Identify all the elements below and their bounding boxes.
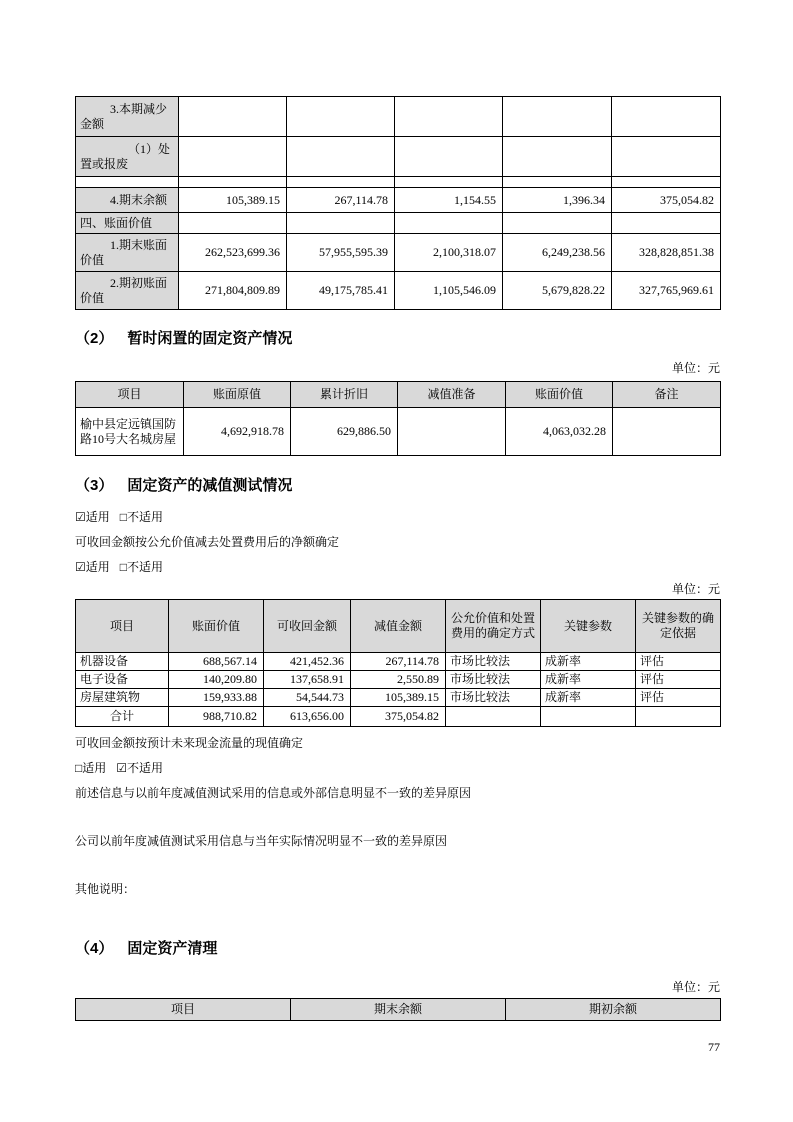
table-cell — [287, 177, 395, 188]
table-cell — [446, 707, 541, 727]
table-cell: 988,710.82 — [169, 707, 264, 727]
table-cell: 159,933.88 — [169, 689, 264, 707]
table-row — [76, 653, 721, 671]
recoverable-amount-pv-note: 可收回金额按预计未来现金流量的现值确定 — [75, 736, 304, 750]
table-cell: 375,054.82 — [351, 707, 446, 727]
table-cell: 54,544.73 — [264, 689, 351, 707]
table-row — [76, 671, 721, 689]
table-cell: 375,054.82 — [612, 188, 721, 213]
table-cell: 629,886.50 — [291, 408, 398, 456]
table-cell — [503, 137, 612, 177]
table-cell: 105,389.15 — [351, 689, 446, 707]
column-header: 减值金额 — [351, 600, 446, 653]
fixed-assets-continuation-table-wrap — [75, 96, 720, 310]
table-cell: 电子设备 — [76, 671, 169, 689]
column-header: 备注 — [613, 382, 721, 408]
page-number: 77 — [708, 1040, 720, 1054]
table-cell: 271,804,809.89 — [179, 272, 287, 310]
table-header-row — [76, 999, 721, 1021]
table-row — [76, 408, 721, 456]
idle-fixed-assets-table-wrap — [75, 381, 720, 456]
row-label: （1）处置或报废 — [76, 137, 179, 177]
row-label: 1.期末账面价值 — [76, 234, 179, 272]
table-cell — [395, 177, 503, 188]
table-cell: 421,452.36 — [264, 653, 351, 671]
applicability-line-3 — [75, 761, 720, 776]
idle-fixed-assets-table — [75, 381, 721, 456]
table-cell: 267,114.78 — [287, 188, 395, 213]
table-cell: 成新率 — [541, 671, 636, 689]
table-cell: 6,249,238.56 — [503, 234, 612, 272]
column-header: 项目 — [76, 382, 184, 408]
table-row — [76, 213, 721, 234]
table-cell — [179, 137, 287, 177]
section-title: 固定资产清理 — [127, 940, 218, 957]
table-cell — [503, 97, 612, 137]
table-cell — [179, 177, 287, 188]
table-cell: 105,389.15 — [179, 188, 287, 213]
column-header: 期末余额 — [291, 999, 506, 1021]
fixed-assets-continuation-table — [75, 96, 721, 310]
table-cell: 5,679,828.22 — [503, 272, 612, 310]
section-number: （4） — [75, 940, 114, 957]
table-cell: 成新率 — [541, 689, 636, 707]
column-header: 项目 — [76, 999, 291, 1021]
table-cell: 140,209.80 — [169, 671, 264, 689]
column-header: 关键参数的确定依据 — [636, 600, 721, 653]
table-cell: 2,550.89 — [351, 671, 446, 689]
section-heading-4 — [75, 940, 720, 958]
unit-label: 单位：元 — [671, 980, 720, 994]
table-header-row — [76, 600, 721, 653]
table-cell: 房屋建筑物 — [76, 689, 169, 707]
table-cell — [613, 408, 721, 456]
table-cell: 613,656.00 — [264, 707, 351, 727]
section-title: 暂时闲置的固定资产情况 — [127, 330, 293, 347]
table-row — [76, 272, 721, 310]
not-applicable-checkbox: □不适用 — [119, 510, 164, 524]
not-applicable-checkbox: ☑不适用 — [116, 761, 164, 775]
column-header: 可收回金额 — [264, 600, 351, 653]
difference-reason-actual: 公司以前年度减值测试采用信息与当年实际情况明显不一致的差异原因 — [75, 834, 448, 848]
table-cell — [612, 177, 721, 188]
column-header: 减值准备 — [398, 382, 506, 408]
section-heading-3 — [75, 477, 720, 495]
table-cell: 评估 — [636, 671, 721, 689]
table-cell: 2,100,318.07 — [395, 234, 503, 272]
table-cell: 267,114.78 — [351, 653, 446, 671]
table-cell — [612, 213, 721, 234]
table-total-row — [76, 707, 721, 727]
table-cell: 1,396.34 — [503, 188, 612, 213]
row-label: 四、账面价值 — [76, 213, 179, 234]
table-cell: 合计 — [76, 707, 169, 727]
table-row — [76, 97, 721, 137]
fixed-assets-disposal-table — [75, 998, 721, 1021]
table-row — [76, 137, 721, 177]
table-cell — [541, 707, 636, 727]
column-header: 账面价值 — [506, 382, 613, 408]
other-notes-label: 其他说明： — [75, 882, 136, 896]
table-cell: 评估 — [636, 653, 721, 671]
column-header: 账面价值 — [169, 600, 264, 653]
table-cell — [287, 97, 395, 137]
table-row — [76, 188, 721, 213]
recoverable-amount-fv-note: 可收回金额按公允价值减去处置费用后的净额确定 — [75, 535, 340, 549]
table-cell: 市场比较法 — [446, 689, 541, 707]
table-cell: 137,658.91 — [264, 671, 351, 689]
section-number: （2） — [75, 330, 114, 347]
applicability-line-1 — [75, 510, 720, 525]
row-label — [76, 177, 179, 188]
table-cell — [287, 137, 395, 177]
column-header: 累计折旧 — [291, 382, 398, 408]
disposal-table-wrap — [75, 998, 720, 1021]
table-row — [76, 234, 721, 272]
not-applicable-checkbox: □不适用 — [119, 560, 164, 574]
table-cell — [636, 707, 721, 727]
section-number: （3） — [75, 477, 114, 494]
column-header: 账面原值 — [184, 382, 291, 408]
table-cell — [395, 137, 503, 177]
row-label: 3.本期减少金额 — [76, 97, 179, 137]
unit-label: 单位：元 — [671, 582, 720, 596]
table-cell — [503, 213, 612, 234]
table-cell — [503, 177, 612, 188]
table-header-row — [76, 382, 721, 408]
table-cell — [398, 408, 506, 456]
applicability-line-2 — [75, 560, 720, 575]
unit-label: 单位：元 — [671, 361, 720, 375]
table-row — [76, 177, 721, 188]
table-cell: 榆中县定远镇国防路10号大名城房屋 — [76, 408, 184, 456]
table-cell: 57,955,595.39 — [287, 234, 395, 272]
table-cell: 327,765,969.61 — [612, 272, 721, 310]
table-cell: 1,154.55 — [395, 188, 503, 213]
table-cell: 评估 — [636, 689, 721, 707]
table-cell: 4,692,918.78 — [184, 408, 291, 456]
table-cell: 市场比较法 — [446, 671, 541, 689]
table-cell — [179, 97, 287, 137]
table-cell: 市场比较法 — [446, 653, 541, 671]
table-cell — [395, 97, 503, 137]
table-cell — [179, 213, 287, 234]
column-header: 关键参数 — [541, 600, 636, 653]
table-cell — [612, 97, 721, 137]
row-label: 4.期末余额 — [76, 188, 179, 213]
table-cell: 4,063,032.28 — [506, 408, 613, 456]
section-title: 固定资产的减值测试情况 — [127, 477, 293, 494]
table-cell — [395, 213, 503, 234]
table-row — [76, 689, 721, 707]
difference-reason-prior-info: 前述信息与以前年度减值测试采用的信息或外部信息明显不一致的差异原因 — [75, 786, 472, 800]
applicable-checkbox: □适用 — [75, 761, 107, 775]
table-cell — [612, 137, 721, 177]
section-heading-2 — [75, 330, 720, 348]
column-header: 项目 — [76, 600, 169, 653]
column-header: 期初余额 — [506, 999, 721, 1021]
applicable-checkbox: ☑适用 — [75, 510, 110, 524]
applicable-checkbox: ☑适用 — [75, 560, 110, 574]
table-cell: 1,105,546.09 — [395, 272, 503, 310]
table-cell: 688,567.14 — [169, 653, 264, 671]
table-cell — [287, 213, 395, 234]
table-cell: 机器设备 — [76, 653, 169, 671]
table-cell: 49,175,785.41 — [287, 272, 395, 310]
table-cell: 328,828,851.38 — [612, 234, 721, 272]
row-label: 2.期初账面价值 — [76, 272, 179, 310]
table-cell: 262,523,699.36 — [179, 234, 287, 272]
table-cell: 成新率 — [541, 653, 636, 671]
impairment-test-table — [75, 599, 721, 727]
impairment-test-table-wrap — [75, 599, 720, 727]
column-header: 公允价值和处置费用的确定方式 — [446, 600, 541, 653]
